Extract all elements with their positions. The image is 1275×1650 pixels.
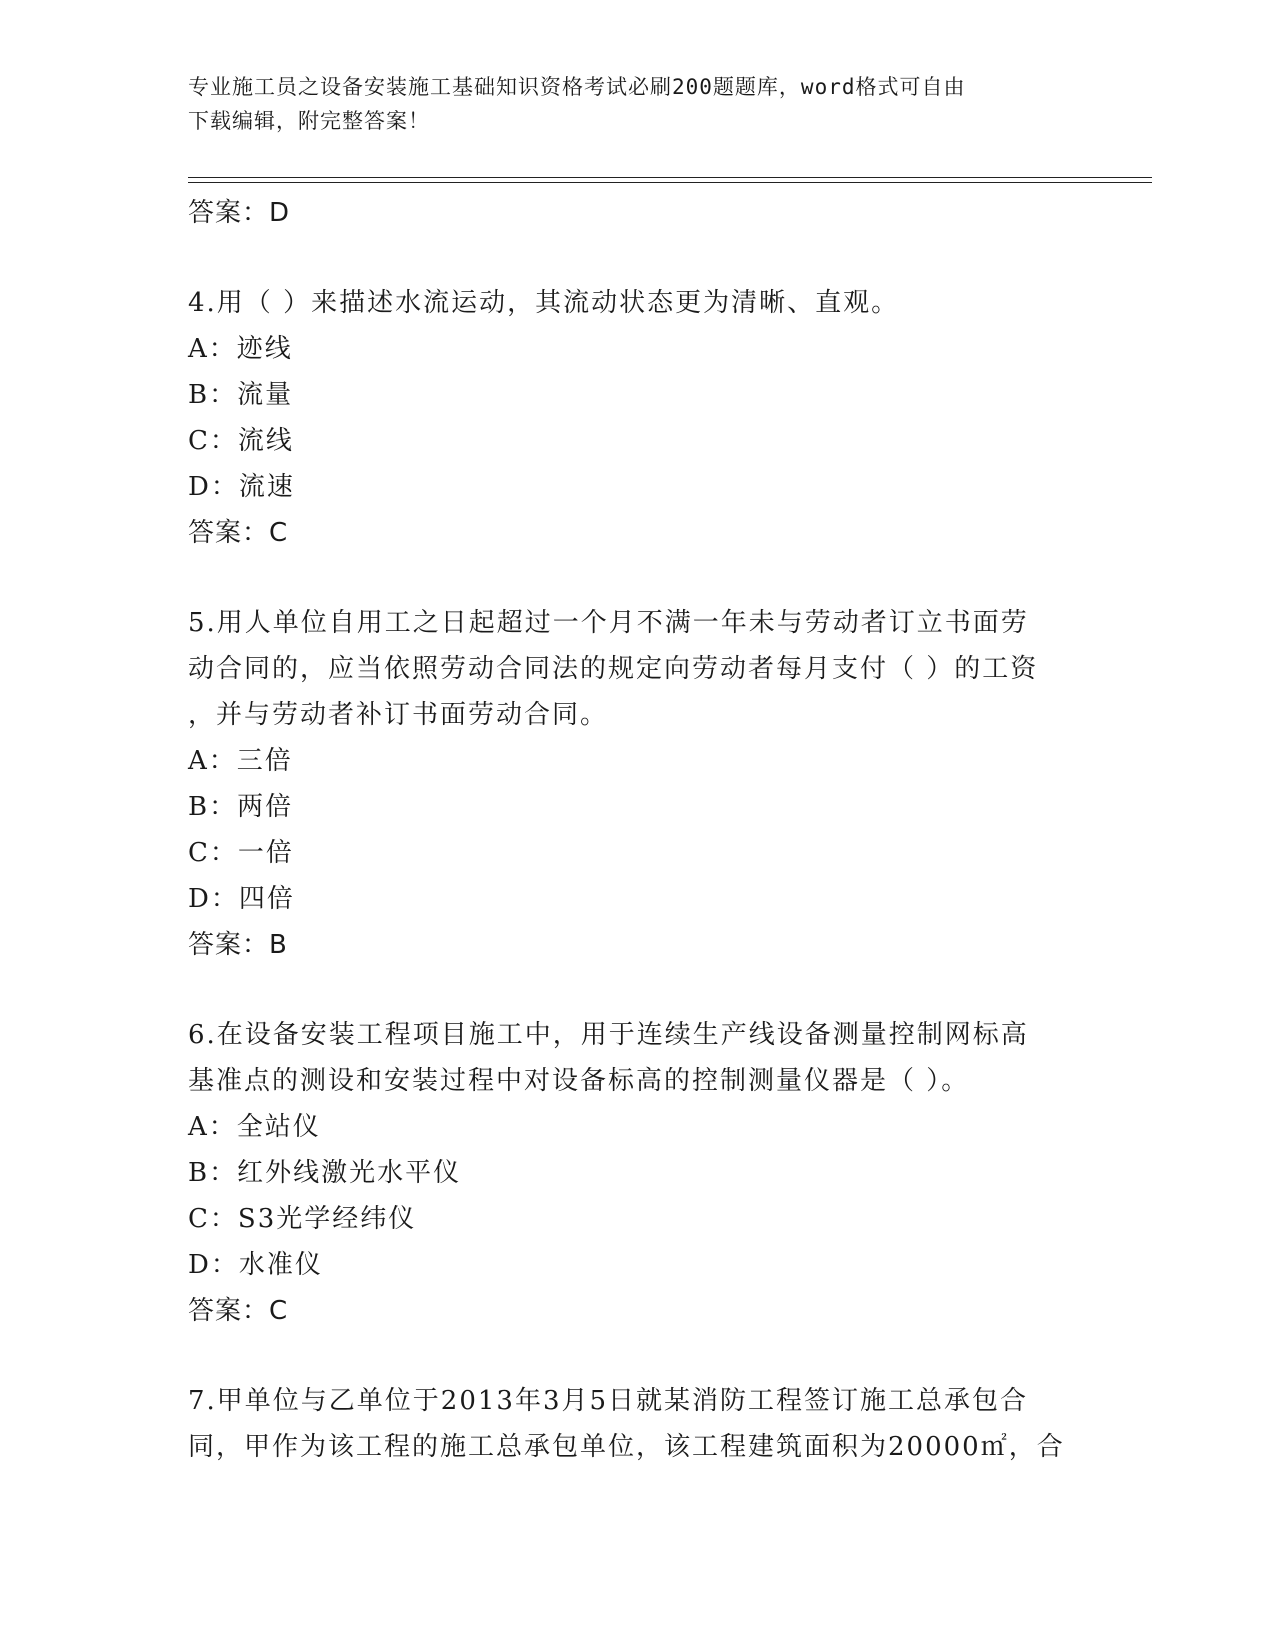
question-item <box>188 1012 1088 1334</box>
question-text: 5.用人单位自用工之日起超过一个月不满一年未与劳动者订立书面劳 <box>188 608 1029 638</box>
option-b: B：两倍 <box>188 792 294 822</box>
answer-value: B <box>269 930 288 960</box>
option-d: D：四倍 <box>188 884 295 914</box>
header-divider-bottom <box>188 182 1152 183</box>
option-a: A：全站仪 <box>188 1112 321 1142</box>
question-text: 同，甲作为该工程的施工总承包单位，该工程建筑面积为20000㎡，合 <box>188 1432 1065 1462</box>
answer-value: C <box>269 1296 289 1326</box>
header-line-2: 下载编辑，附完整答案！ <box>188 109 430 133</box>
spacer <box>188 556 1088 600</box>
option-c: C：S3光学经纬仪 <box>188 1204 417 1234</box>
question-item <box>188 600 1088 968</box>
answer-line <box>188 1288 1088 1334</box>
question-text: 基准点的测设和安装过程中对设备标高的控制测量仪器是（ ）。 <box>188 1066 970 1096</box>
question-list <box>188 190 1088 1470</box>
option-b: B：流量 <box>188 380 294 410</box>
spacer <box>188 1334 1088 1378</box>
question-text: 4.用（ ）来描述水流运动，其流动状态更为清晰、直观。 <box>188 288 900 318</box>
header-divider-top <box>188 177 1152 178</box>
answer-value: D <box>269 198 291 228</box>
question-text: 7.甲单位与乙单位于2013年3月5日就某消防工程签订施工总承包合 <box>188 1386 1029 1416</box>
option-b: B：红外线激光水平仪 <box>188 1158 462 1188</box>
option-a: A：迹线 <box>188 334 293 364</box>
answer-line <box>188 190 1088 236</box>
answer-value: C <box>269 518 289 548</box>
answer-line <box>188 510 1088 556</box>
option-a: A：三倍 <box>188 746 293 776</box>
option-c: C：流线 <box>188 426 294 456</box>
option-c: C：一倍 <box>188 838 294 868</box>
document-header <box>188 70 1088 138</box>
question-text: 6.在设备安装工程项目施工中，用于连续生产线设备测量控制网标高 <box>188 1020 1029 1050</box>
header-line-1: 专业施工员之设备安装施工基础知识资格考试必刷200题题库，word格式可自由 <box>188 75 966 99</box>
answer-prefix: 答案： <box>188 518 270 548</box>
question-text: ，并与劳动者补订书面劳动合同。 <box>188 700 609 730</box>
question-text: 动合同的，应当依照劳动合同法的规定向劳动者每月支付（ ）的工资 <box>188 654 1039 684</box>
spacer <box>188 236 1088 280</box>
answer-prefix: 答案： <box>188 930 270 960</box>
question-item <box>188 1378 1088 1470</box>
option-d: D：流速 <box>188 472 295 502</box>
answer-prefix: 答案： <box>188 1296 270 1326</box>
option-d: D：水准仪 <box>188 1250 323 1280</box>
question-item <box>188 280 1088 556</box>
spacer <box>188 968 1088 1012</box>
answer-prefix: 答案： <box>188 198 270 228</box>
answer-line <box>188 922 1088 968</box>
